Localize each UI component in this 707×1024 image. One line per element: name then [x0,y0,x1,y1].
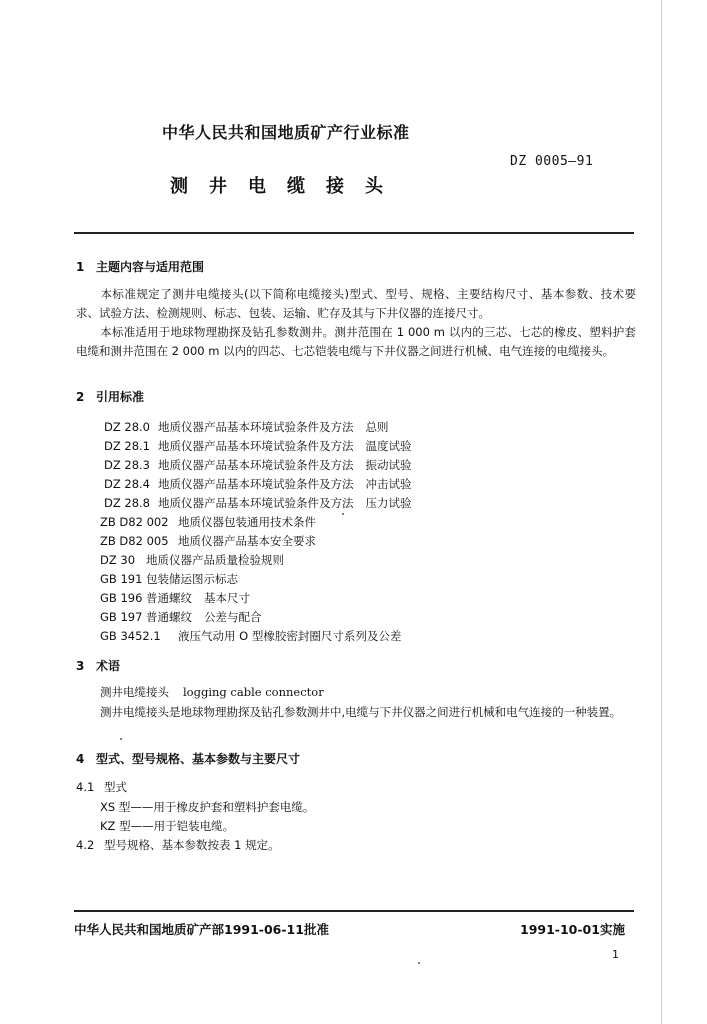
section-number: 3 [76,659,85,673]
reference-code: DZ 28.4 [104,477,150,491]
reference-code: GB 197 [100,610,143,624]
reference-title: 地质仪器产品基本环境试验条件及方法 [158,439,354,453]
page-number: 1 [612,948,619,961]
reference-code: ZB D82 005 [100,534,169,548]
section-1-paragraph-2 [76,323,636,361]
term-chinese: 测井电缆接头 [100,685,169,699]
scan-speck [342,513,344,515]
section-title: 引用标准 [96,390,145,404]
reference-subtitle: 压力试验 [365,496,412,510]
reference-subtitle: 总则 [365,420,389,434]
reference-title: 地质仪器产品基本环境试验条件及方法 [158,420,354,434]
paragraph-text: 本标准适用于地球物理勘探及钻孔参数测井。测井范围在 1 000 m 以内的三芯、七芯的橡皮、塑料护套电缆和测井范围在 2 000 m 以内的四芯、七芯铠装电缆与下井仪器之间进行机械、电气连接的电缆接头。 [76,325,636,358]
subsection-title: 型式 [104,780,127,794]
reference-code: DZ 28.8 [104,496,150,510]
reference-item [100,609,262,625]
scan-speck [418,962,420,964]
subsection-number: 4.2 [76,838,95,852]
issuing-organization: 中华人民共和国地质矿产行业标准 [162,123,410,142]
reference-code: DZ 28.1 [104,439,150,453]
reference-code: GB 191 [100,572,143,586]
subsection-4-1-heading [76,779,127,795]
reference-code: GB 196 [100,591,143,605]
footer-rule [74,910,634,912]
reference-item [104,457,412,473]
reference-title: 地质仪器产品基本安全要求 [178,534,316,548]
section-title: 术语 [96,659,121,673]
reference-code: ZB D82 002 [100,515,169,529]
reference-item [100,590,250,606]
reference-subtitle: 公差与配合 [204,610,262,624]
section-number: 2 [76,390,85,404]
type-xs-item: XS 型——用于橡皮护套和塑料护套电缆。 [100,800,315,814]
section-1-paragraph-1 [76,285,636,323]
reference-subtitle: 冲击试验 [365,477,412,491]
reference-code: DZ 28.0 [104,420,150,434]
section-3-heading [76,657,120,674]
reference-title: 地质仪器产品基本环境试验条件及方法 [158,477,354,491]
effective-date: 1991-10-01实施 [520,922,625,937]
reference-title: 地质仪器包装通用技术条件 [178,515,316,529]
section-2-heading [76,388,144,405]
reference-title: 地质仪器产品质量检验规则 [146,553,284,567]
reference-title: 液压气动用 O 型橡胶密封圈尺寸系列及公差 [178,629,402,643]
term-entry [100,684,324,700]
reference-title: 地质仪器产品基本环境试验条件及方法 [158,458,354,472]
subsection-4-2 [76,837,280,853]
reference-title: 地质仪器产品基本环境试验条件及方法 [158,496,354,510]
subsection-text: 型号规格、基本参数按表 1 规定。 [104,838,280,852]
reference-item [104,419,389,435]
section-title: 型式、型号规格、基本参数与主要尺寸 [96,752,301,766]
reference-item [100,552,284,568]
reference-subtitle: 温度试验 [365,439,412,453]
paragraph-text: 测井电缆接头是地球物理勘探及钻孔参数测井中,电缆与下井仪器之间进行机械和电气连接的一种装置。 [100,705,622,719]
reference-item [100,571,238,587]
term-english: logging cable connector [183,685,324,699]
term-definition [76,703,636,722]
section-4-heading [76,750,300,767]
subsection-number: 4.1 [76,780,95,794]
reference-item [100,533,316,549]
reference-item [104,476,412,492]
reference-title: 包装储运图示标志 [146,572,238,586]
page-edge-line [661,0,662,1024]
reference-code: GB 3452.1 [100,629,161,643]
document-title: 测井电缆接头 [170,176,404,197]
approval-line: 中华人民共和国地质矿产部1991-06-11批准 [74,922,329,937]
reference-item [100,514,316,530]
header-rule [74,232,634,234]
reference-item [100,628,402,644]
reference-subtitle: 基本尺寸 [204,591,250,605]
section-number: 1 [76,260,85,274]
reference-item [104,438,412,454]
reference-title: 普通螺纹 [146,610,192,624]
scan-speck [120,738,122,740]
section-number: 4 [76,752,85,766]
reference-item [104,495,412,511]
reference-subtitle: 振动试验 [365,458,412,472]
section-title: 主题内容与适用范围 [96,260,205,274]
reference-code: DZ 28.3 [104,458,150,472]
standard-number: DZ 0005—91 [510,154,594,169]
section-1-heading [76,258,204,275]
type-kz-item: KZ 型——用于铠装电缆。 [100,819,235,833]
paragraph-text: 本标准规定了测井电缆接头(以下简称电缆接头)型式、型号、规格、主要结构尺寸、基本参数、技术要求、试验方法、检测规则、标志、包装、运输、贮存及其与下井仪器的连接尺寸。 [76,287,636,320]
reference-code: DZ 30 [100,553,136,567]
reference-title: 普通螺纹 [146,591,192,605]
